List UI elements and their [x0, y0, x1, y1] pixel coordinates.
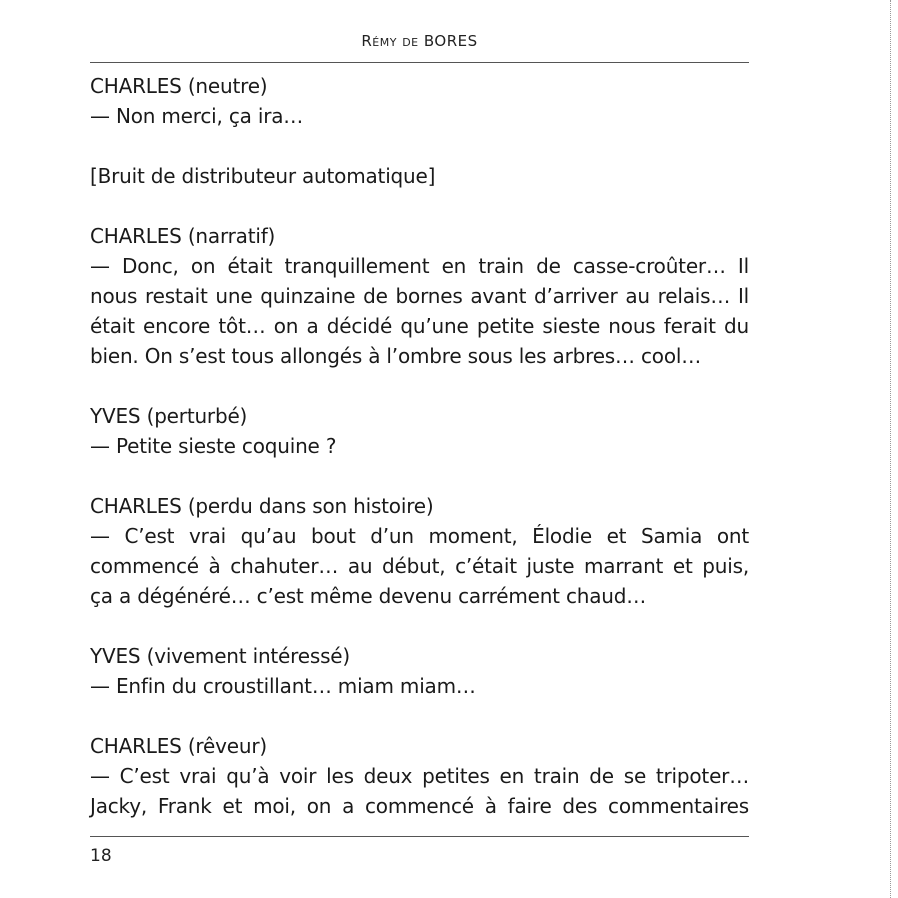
stage-direction: [Bruit de distributeur automatique]	[90, 164, 436, 188]
blank-line	[90, 191, 749, 221]
dialogue-line: nous restait une quinzaine de bornes avant d’arriver au relais… Il	[90, 284, 749, 308]
page-number: 18	[90, 846, 112, 866]
blank-line	[90, 371, 749, 401]
speaker-line: CHARLES (narratif)	[90, 224, 276, 248]
dialogue-line: — C’est vrai qu’au bout d’un moment, Élodie et Samia ont	[90, 524, 749, 548]
blank-line	[90, 611, 749, 641]
footer-rule	[90, 836, 749, 837]
speaker-line: YVES (vivement intéressé)	[90, 644, 351, 668]
blank-line	[90, 131, 749, 161]
running-head: Rémy de BORES	[361, 32, 478, 50]
speaker-line: CHARLES (perdu dans son histoire)	[90, 494, 434, 518]
page-edge-divider	[890, 0, 892, 898]
dialogue-line: — Non merci, ça ira…	[90, 104, 304, 128]
dialogue-line: était encore tôt… on a décidé qu’une petite sieste nous ferait du	[90, 314, 749, 338]
dialogue-line: — Enfin du croustillant… miam miam…	[90, 674, 476, 698]
dialogue-line: bien. On s’est tous allongés à l’ombre sous les arbres… cool…	[90, 344, 702, 368]
blank-line	[90, 461, 749, 491]
speaker-line: CHARLES (rêveur)	[90, 734, 267, 758]
dialogue-line: ça a dégénéré… c’est même devenu carrément chaud…	[90, 584, 647, 608]
dialogue-line: commencé à chahuter… au début, c’était juste marrant et puis,	[90, 554, 749, 578]
play-dialogue-text	[90, 71, 749, 821]
speaker-line: YVES (perturbé)	[90, 404, 248, 428]
dialogue-line: Jacky, Frank et moi, on a commencé à faire des commentaires	[90, 794, 749, 818]
dialogue-line: — Donc, on était tranquillement en train de casse-croûter… Il	[90, 254, 749, 278]
speaker-line: CHARLES (neutre)	[90, 74, 268, 98]
blank-line	[90, 701, 749, 731]
dialogue-line: — C’est vrai qu’à voir les deux petites en train de se tripoter…	[90, 764, 749, 788]
dialogue-line: — Petite sieste coquine ?	[90, 434, 337, 458]
header-rule	[90, 62, 749, 63]
